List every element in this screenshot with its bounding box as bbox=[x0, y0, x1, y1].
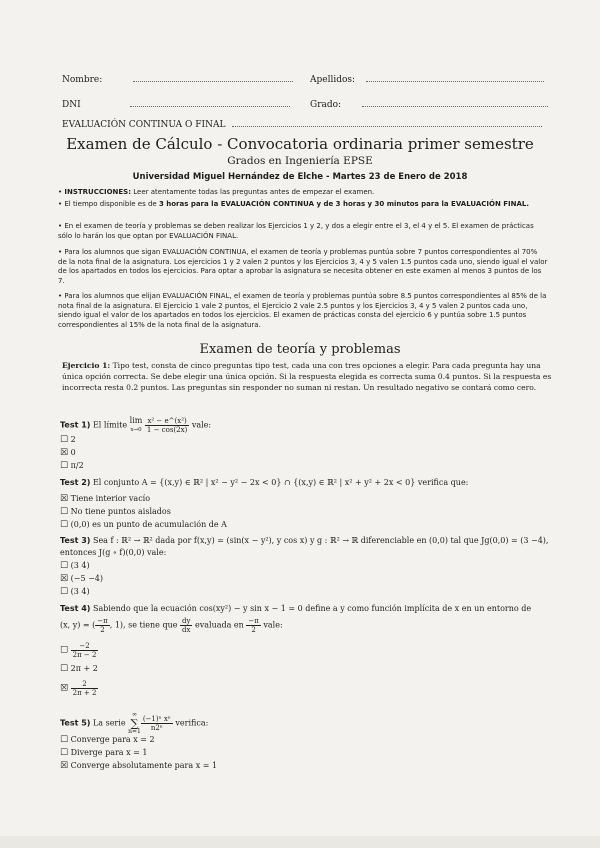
surname-label: Apellidos: bbox=[310, 75, 356, 85]
exercise-statement: Ejercicio 1: Tipo test, consta de cinco preguntas tipo test, cada una con tres opciones a elegir. Para cada pregunta hay una única opción correcta. Se debe elegir una única opción. Si la respuesta elegida es correcta suma 0.4 puntos. Si la respuesta es incorrecta resta 0.2 puntos. Las preguntas sin responder no suman ni restan. Un resultado negativo se contará como cero. bbox=[62, 361, 552, 392]
instruction-item: • Para los alumnos que sigan EVALUACIÓN CONTINUA, el examen de teoría y problemas puntúa sobre 7 puntos correspondientes al 70% de la nota final de la asignatura. Los ejercicios 1 y 2 valen 2 puntos y los Ejercicios 3, 4 y 5 valen 1.5 puntos cada uno, siendo igual el valor de los apartados en todos los ejercicios. Para optar a aprobar la asignatura se necesita obtener en este examen al menos 3 puntos de los 7. bbox=[58, 248, 548, 285]
evaluation-line bbox=[232, 117, 542, 127]
name-field bbox=[62, 72, 293, 85]
grade-field bbox=[310, 97, 548, 110]
test-5-stem: Test 5) La serie ∞ ∑ n=1 $\frac{\text{(−1)ⁿ xⁿ}}{\text{n2ⁿ}}$ verifica: bbox=[60, 711, 209, 735]
test-2-option-c[interactable]: ☐ (0,0) es un punto de acumulación de A bbox=[60, 520, 227, 530]
exam-subtitle: Grados en Ingeniería EPSE bbox=[227, 155, 373, 167]
exam-title: Examen de Cálculo - Convocatoria ordinaria primer semestre bbox=[66, 135, 534, 153]
grade-line bbox=[362, 97, 548, 107]
evaluation-label: EVALUACIÓN CONTINUA O FINAL bbox=[62, 120, 226, 130]
test-1-fraction: $\frac{\text{x² − e\textasciicircum{}(x²)}}{1 - \cos(2x)}$ bbox=[146, 417, 188, 434]
instruction-item: • Para los alumnos que elijan EVALUACIÓN FINAL, el examen de teoría y problemas puntúa sobre 8.5 puntos correspondientes al 85% de la nota final de la asignatura. El Ejercicio 1 vale 2 puntos, el Ejercicio 2 vale 2.5 puntos y los Ejercicios 3, 4 y 5 valen 2 puntos cada uno, siendo igual el valor de los apartados en todos los ejercicios. El examen de prácticas consta del ejercicio 6 y puntúa sobre 1.5 puntos correspondientes al 15% de la nota final de la asignatura. bbox=[58, 292, 547, 329]
test-2-stem: Test 2) El conjunto A = {(x,y) ∈ ℝ² | x² − y² − 2x < 0} ∩ {(x,y) ∈ ℝ² | x² + y² + 2x < 0} verifica que: bbox=[60, 478, 469, 487]
instruction-item: • INSTRUCCIONES: Leer atentamente todas las preguntas antes de empezar el examen. bbox=[58, 188, 375, 196]
test-2-option-b[interactable]: ☐ No tiene puntos aislados bbox=[60, 507, 171, 517]
evaluation-field bbox=[62, 117, 542, 130]
test-4-stem: Test 4) Sabiendo que la ecuación cos(xy²) − y sin x − 1 = 0 define a y como función implícita de x en un entorno de bbox=[60, 604, 532, 613]
page-bottom-edge bbox=[0, 836, 600, 848]
section-title: Examen de teoría y problemas bbox=[199, 342, 401, 357]
instruction-item: • En el examen de teoría y problemas se deben realizar los Ejercicios 1 y 2, y dos a elegir entre el 3, el 4 y el 5. El examen de prácticas sólo lo harán los que optan por EVALUACIÓN FINAL. bbox=[58, 222, 534, 240]
test-1-option-a[interactable]: ☐ 2 bbox=[60, 435, 76, 445]
university-line: Universidad Miguel Hernández de Elche - Martes 23 de Enero de 2018 bbox=[132, 172, 468, 182]
surname-field bbox=[310, 72, 544, 85]
test-4-option-c[interactable]: ☒ $\frac{2}{2\pi + 2}$ bbox=[60, 680, 97, 697]
test-4-option-a[interactable]: ☐ $\frac{-2}{2\pi - 2}$ bbox=[60, 642, 97, 659]
name-label: Nombre: bbox=[62, 75, 103, 85]
instruction-item: • El tiempo disponible es de 3 horas para la EVALUACIÓN CONTINUA y de 3 horas y 30 minutos para la EVALUACIÓN FINAL. bbox=[58, 200, 530, 208]
exercise-label: Ejercicio 1: bbox=[62, 361, 111, 370]
test-2-option-a[interactable]: ☒ Tiene interior vacío bbox=[60, 494, 151, 504]
test-5-option-b[interactable]: ☐ Diverge para x = 1 bbox=[60, 748, 148, 758]
test-3-option-b[interactable]: ☒ (−5 −4) bbox=[60, 574, 103, 584]
dni-field bbox=[62, 97, 290, 110]
grade-label: Grado: bbox=[310, 100, 342, 110]
test-5-option-a[interactable]: ☐ Converge para x = 2 bbox=[60, 735, 155, 745]
name-line bbox=[133, 72, 293, 82]
test-3-stem: Test 3) Sea f : ℝ² → ℝ² dada por f(x,y) = (sin(x − y²), y cos x) y g : ℝ² → ℝ diferenciable en (0,0) tal que Jg(0,0) = (3 −4), entonces J(g ∘ f)(0,0) vale: bbox=[60, 536, 549, 557]
surname-line bbox=[366, 72, 544, 82]
test-1-option-b[interactable]: ☒ 0 bbox=[60, 448, 76, 458]
test-5-option-c[interactable]: ☒ Converge absolutamente para x = 1 bbox=[60, 761, 218, 771]
test-1-option-c[interactable]: ☐ π/2 bbox=[60, 461, 84, 471]
dni-label: DNI bbox=[62, 100, 81, 110]
dni-line bbox=[130, 97, 290, 107]
test-3-option-a[interactable]: ☐ (3 4) bbox=[60, 561, 90, 571]
test-1-stem: Test 1) El límite lim x→0 $\frac{\text{x² − e\textasciicircum{}(x²)}}{1 - \cos(2x)}$ vale: bbox=[60, 416, 212, 434]
test-4-stem-line-2: (x, y) = ( $\frac{-\pi}{2}$ , 1), se tiene que $\frac{dy}{dx}$ evaluada en $\frac{-\pi}{2}$ vale: bbox=[60, 617, 283, 634]
test-3-option-c[interactable]: ☐ (3 4) bbox=[60, 587, 90, 597]
test-4-option-b[interactable]: ☐ 2π + 2 bbox=[60, 664, 98, 674]
